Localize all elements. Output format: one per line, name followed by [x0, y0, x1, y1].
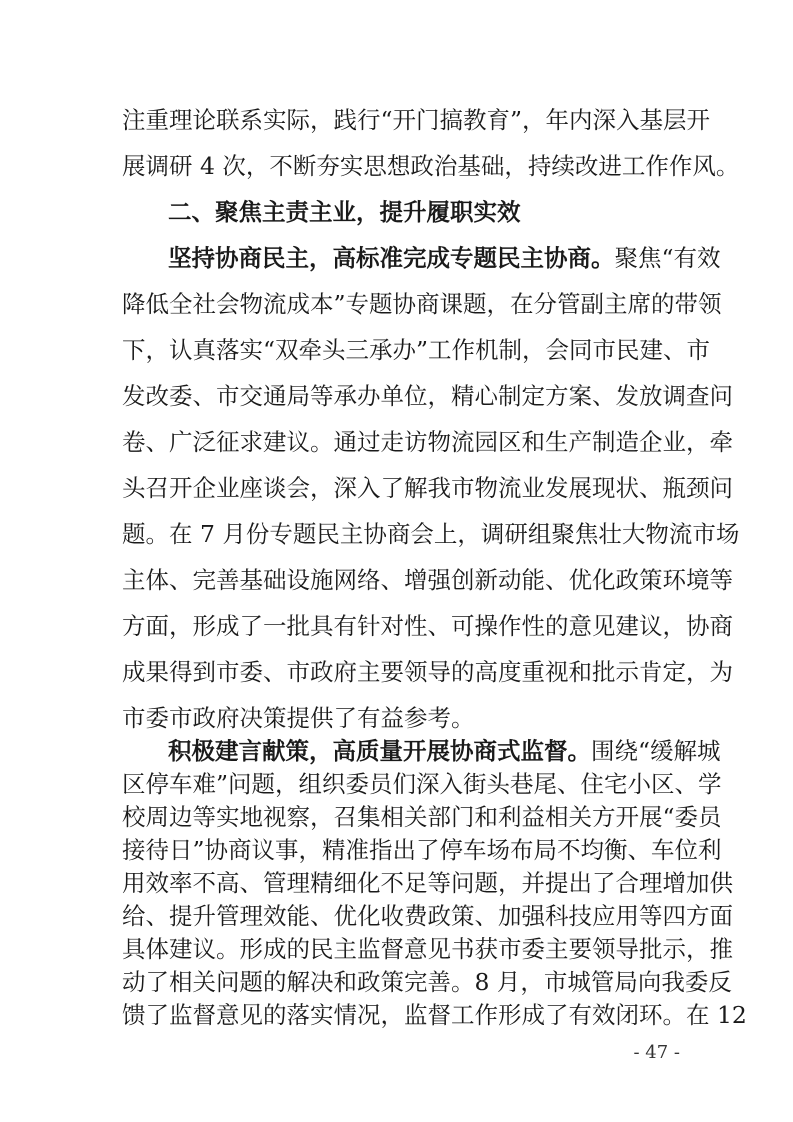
- text-line: 用效率不高、管理精细化不足等问题，并提出了合理增加供: [122, 869, 733, 897]
- text-line: 发改委、市交通局等承办单位，精心制定方案、发放调查问: [122, 382, 733, 410]
- text-line: 区停车难”问题，组织委员们深入街头巷尾、住宅小区、学: [122, 770, 722, 798]
- page-number: - 47 -: [633, 1042, 680, 1063]
- text-line: 主体、完善基础设施网络、增强创新动能、优化政策环境等: [122, 566, 733, 594]
- text-line: 方面，形成了一批具有针对性、可操作性的意见建议，协商: [122, 612, 733, 640]
- text-line: 校周边等实地视察，召集相关部门和利益相关方开展“委员: [122, 803, 722, 831]
- text-line: 题。在 7 月份专题民主协商会上，调研组聚焦壮大物流市场: [122, 520, 740, 548]
- paragraph-lead: 积极建言献策，高质量开展协商式监督。: [168, 737, 591, 765]
- text-line: 头召开企业座谈会，深入了解我市物流业发展现状、瓶颈问: [122, 474, 733, 502]
- text-line: 降低全社会物流成本”专题协商课题，在分管副主席的带领: [122, 290, 722, 318]
- text-line: 注重理论联系实际，践行“开门搞教育”，年内深入基层开: [122, 106, 711, 134]
- section-heading: 二、聚焦主责主业，提升履职实效: [168, 198, 521, 226]
- text-line: 成果得到市委、市政府主要领导的高度重视和批示肯定，为: [122, 658, 733, 686]
- text-line: 馈了监督意见的落实情况，监督工作形成了有效闭环。在 12: [122, 1001, 747, 1029]
- text-line: 卷、广泛征求建议。通过走访物流园区和生产制造企业，牵: [122, 428, 733, 456]
- text-line: 具体建议。形成的民主监督意见书获市委主要领导批示，推: [122, 935, 733, 963]
- text-line: 接待日”协商议事，精准指出了停车场布局不均衡、车位利: [122, 836, 722, 864]
- paragraph-text: 聚焦“有效: [614, 244, 721, 272]
- text-line: 市委市政府决策提供了有益参考。: [122, 704, 475, 732]
- paragraph-first-line: [168, 235, 721, 281]
- paragraph-lead: 坚持协商民主，高标准完成专题民主协商。: [168, 244, 615, 272]
- text-line: 给、提升管理效能、优化收费政策、加强科技应用等四方面: [122, 902, 733, 930]
- text-line: 下，认真落实“双牵头三承办”工作机制，会同市民建、市: [122, 336, 711, 364]
- text-line: 动了相关问题的解决和政策完善。8 月，市城管局向我委反: [122, 968, 732, 996]
- paragraph-text: 围绕“缓解城: [591, 737, 721, 765]
- text-line: 展调研 4 次，不断夯实思想政治基础，持续改进工作作风。: [122, 152, 740, 180]
